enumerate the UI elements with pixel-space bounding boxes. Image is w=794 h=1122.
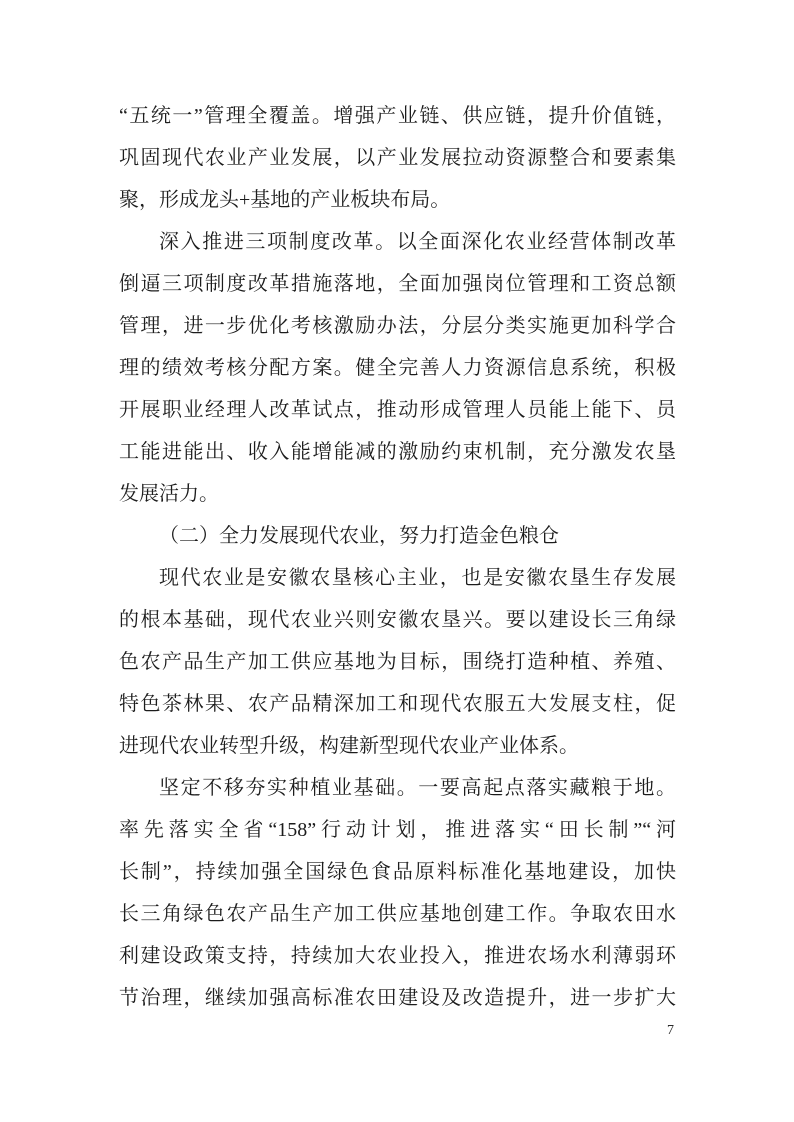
page-number: 7 <box>667 1023 674 1038</box>
text-line: 聚，形成龙头+基地的产业板块布局。 <box>119 189 451 211</box>
text-line: 长三角绿色农产品生产加工供应基地创建工作。争取农田水 <box>119 903 676 925</box>
text-line: 发展活力。 <box>119 483 219 505</box>
text-line: 管理，进一步优化考核激励办法，分层分类实施更加科学合 <box>119 315 676 337</box>
text-line: 坚定不移夯实种植业基础。一要高起点落实藏粮于地。 <box>159 777 676 799</box>
text-line: 利建设政策支持，持续加大农业投入，推进农场水利薄弱环 <box>119 945 676 967</box>
text-line: 工能进能出、收入能增能减的激励约束机制，充分激发农垦 <box>119 441 676 463</box>
text-line: 色农产品生产加工供应基地为目标，围绕打造种植、养殖、 <box>119 651 676 673</box>
text-line: 巩固现代农业产业发展，以产业发展拉动资源整合和要素集 <box>119 147 676 169</box>
text-line: 进现代农业转型升级，构建新型现代农业产业体系。 <box>119 735 579 757</box>
text-line: 倒逼三项制度改革措施落地，全面加强岗位管理和工资总额 <box>119 273 676 295</box>
text-line: 现代农业是安徽农垦核心主业，也是安徽农垦生存发展 <box>159 567 676 589</box>
section-heading: （二）全力发展现代农业，努力打造金色粮仓 <box>159 525 559 547</box>
text-line: 的根本基础，现代农业兴则安徽农垦兴。要以建设长三角绿 <box>119 609 676 631</box>
text-line: 理的绩效考核分配方案。健全完善人力资源信息系统，积极 <box>119 357 676 379</box>
document-body <box>119 95 676 1019</box>
text-line: “五统一”管理全覆盖。增强产业链、供应链，提升价值链， <box>119 105 676 127</box>
text-line: 开展职业经理人改革试点，推动形成管理人员能上能下、员 <box>119 399 676 421</box>
text-line: 节治理，继续加强高标准农田建设及改造提升，进一步扩大 <box>119 987 676 1009</box>
text-line: 特色茶林果、农产品精深加工和现代农服五大发展支柱，促 <box>119 693 676 715</box>
text-line: 深入推进三项制度改革。以全面深化农业经营体制改革 <box>159 231 676 253</box>
text-line: 长制”，持续加强全国绿色食品原料标准化基地建设，加快 <box>119 861 676 883</box>
text-line: 率先落实全省“158”行动计划，推进落实“田长制”“河 <box>119 819 676 841</box>
